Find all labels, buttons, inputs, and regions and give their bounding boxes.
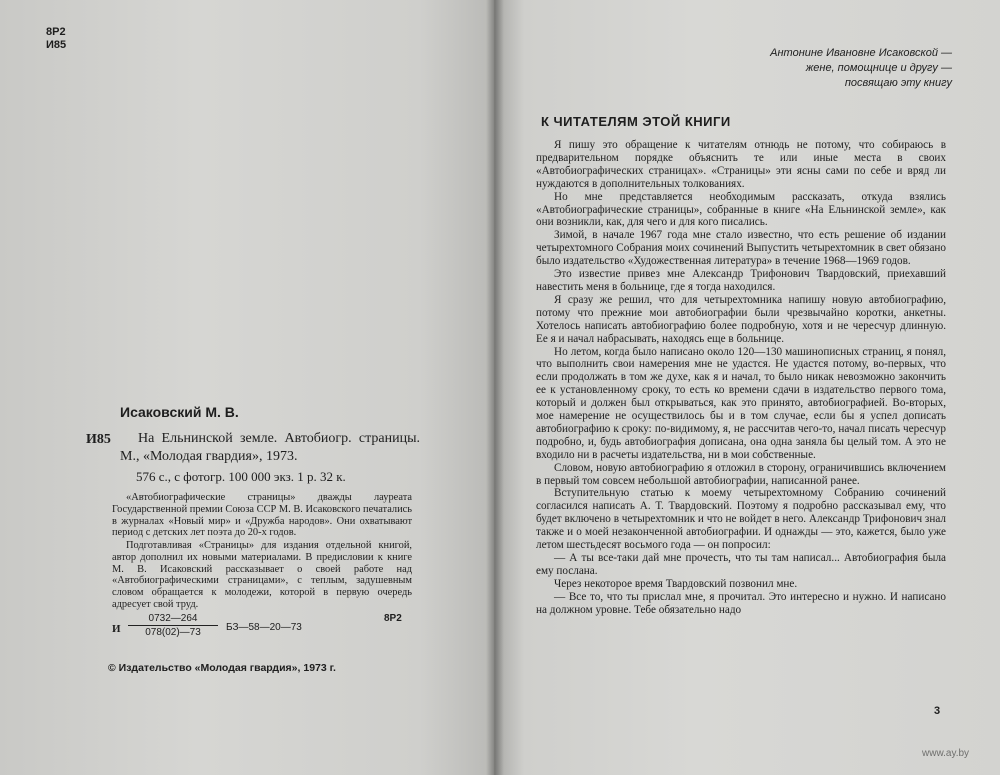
copyright-line: © Издательство «Молодая гвардия», 1973 г.: [108, 662, 336, 674]
author-heading: Исаковский М. В.: [120, 404, 239, 420]
body-paragraph: Это известие привез мне Александр Трифонович Твардовский, приехавший навестить меня в больнице, где я тогда находился.: [536, 268, 946, 293]
catalog-index-denominator: 078(02)—73: [145, 627, 201, 638]
body-paragraph: Вступительную статью к моему четырехтомному Собранию сочинений согласился написать А. Т. Твардовский. Поэтому я подробно рассказывал ему, что будет включено в четырехтомник и что не войдет в него. Александр Трифонович знал также и о моей незаконченной автобиографии. И однажды — это, кажется, было уже летом шестьдесят восьмого года — он попросил:: [536, 487, 946, 552]
left-page: [0, 0, 494, 775]
dedication-line: посвящаю эту книгу: [844, 77, 952, 89]
page-number: 3: [934, 705, 941, 717]
book-spine: [486, 0, 504, 775]
catalog-index-class: 8Р2: [384, 613, 402, 624]
body-paragraph: Зимой, в начале 1967 года мне стало известно, что есть решение об издании четырехтомного Собрания моих сочинений Выпустить четырехтомник в свет обязано было издательство «Художественная литература» в течение 1968—1969 годов.: [536, 229, 946, 268]
catalog-index-code: БЗ—58—20—73: [226, 622, 302, 633]
annotation-paragraph: Подготавливая «Страницы» для издания отдельной книгой, автор дополнил их новыми материалами. В предисловии к книге М. В. Исаковский рассказывает о своей работе над «Автобиографическими страницами», с теплым, задушевным словом обращается к молодежи, которой в первую очередь адресует свой труд.: [112, 540, 412, 610]
dedication-line: жене, помощнице и другу —: [805, 62, 952, 74]
index-code: И85: [86, 432, 111, 447]
site-watermark: www.ay.by: [922, 748, 970, 759]
body-paragraph: Словом, новую автобиографию я отложил в сторону, ограничившись включением в первый том совсем небольшой автобиографии, написанной ранее.: [536, 461, 946, 487]
catalog-index-fraction: [128, 613, 218, 638]
catalog-code-line: И85: [46, 39, 67, 51]
body-paragraph: — А ты все-таки дай мне прочесть, что ты там написал... Автобиография была ему послана.: [536, 552, 946, 577]
catalog-code-line: 8Р2: [46, 26, 66, 38]
body-paragraph: Я пишу это обращение к читателям отнюдь не потому, что собираюсь в предварительном порядке объяснить те или иные места в своих «Автобиографических страницах». «Страницы» эти ясны сами по себе и вряд ли нуждаются в дополнительных толкованиях.: [536, 139, 946, 190]
dedication: [650, 46, 952, 91]
show-through-shadow: ​: [93, 50, 97, 88]
chapter-title: К ЧИТАТЕЛЯМ ЭТОЙ КНИГИ: [541, 114, 731, 129]
bibliographic-description: На Ельнинской земле. Автобиогр. страницы. М., «Молодая гвардия», 1973.: [120, 431, 420, 464]
dedication-line: Антонине Ивановне Исаковской —: [770, 47, 952, 59]
chapter-body: [536, 139, 946, 617]
body-paragraph: Я сразу же решил, что для четырехтомника напишу новую автобиографию, потому что прежние мои автобиографии были чрезвычайно коротки, анкетны. Хотелось написать автобиографию более подробную, хотя и не чересчур длинную. Ее я и начал набрасывать, находясь еще в больнице.: [536, 293, 946, 345]
body-paragraph: Но летом, когда было написано около 120—130 машинописных страниц, я понял, что выполнить свои намерения мне не удастся. Не удастся потому, во-первых, что если продолжать в том же духе, как я и начал, то было никак невозможно закончить ее к установленному сроку, то есть ко времени сдачи в издательство первого тома, который и должен был открываться, как это принято, автобиографией. Во-вторых, мое намерение не осуществилось бы и в том случае, если бы я успел дописать автобиографию к сроку: по-видимому, я, не рассчитав чего-то, начал писать чересчур подробно, и, будь автобиография дописана, она одна заняла бы целый том. А это не входило ни в расчеты издательства, ни в мои собственные.: [536, 345, 946, 461]
body-paragraph: — Все то, что ты прислал мне, я прочитал. Это интересно и нужно. И написано на должном уровне. Тебе обязательно надо: [536, 590, 946, 616]
catalog-code: [46, 26, 66, 52]
catalog-index-prefix: И: [112, 623, 121, 635]
annotation-paragraph: «Автобиографические страницы» дважды лауреата Государственной премии Союза ССР М. В. Исаковского печатались в журналах «Новый мир» и «Дружба народов». Они охватывают период с детских лет поэта до 20-х годов.: [112, 492, 412, 539]
body-paragraph: Через некоторое время Твардовский позвонил мне.: [554, 577, 798, 590]
body-paragraph: Но мне представляется необходимым рассказать, откуда взялись «Автобиографические страницы», собранные в книге «На Ельнинской земле», как они возникли, как, для чего и для кого писались.: [536, 190, 946, 229]
extent-line: 576 с., с фотогр. 100 000 экз. 1 р. 32 к.: [136, 469, 346, 484]
catalog-index-numerator: 0732—264: [128, 613, 218, 626]
